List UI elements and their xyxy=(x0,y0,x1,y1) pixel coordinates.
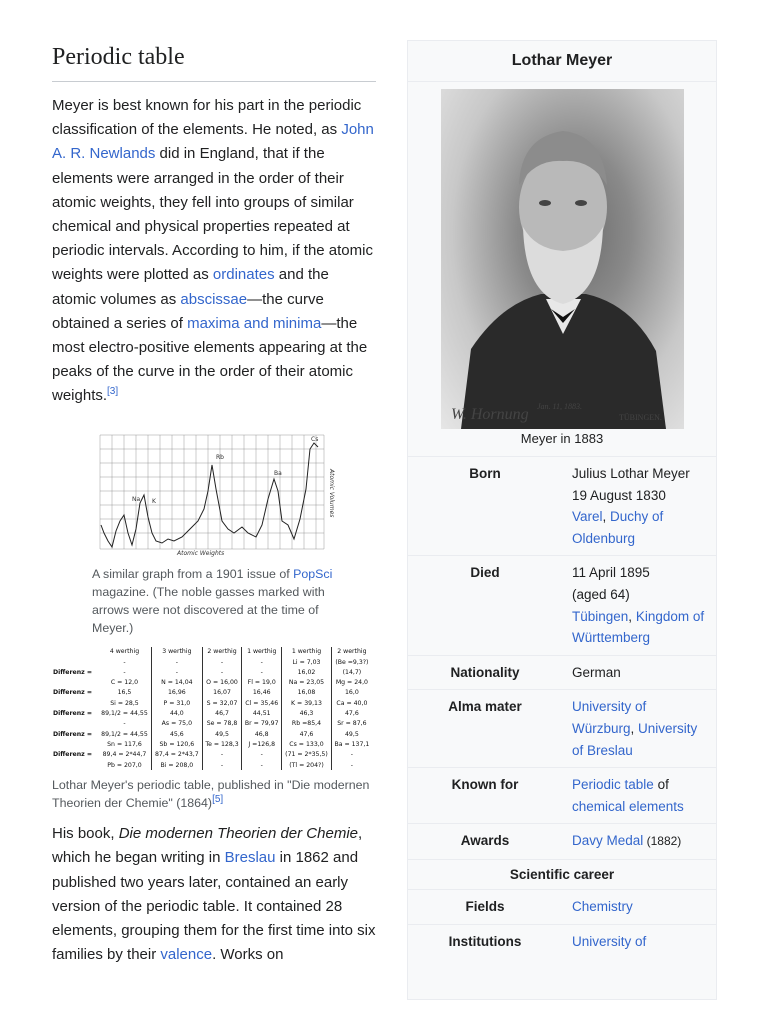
table-cell: Rb =85,4 xyxy=(282,719,332,729)
link-newlands[interactable]: John A. R. Newlands xyxy=(52,121,374,163)
photo-studio: TÜBINGEN. xyxy=(619,413,662,422)
row-value xyxy=(562,690,716,767)
table-cell: - xyxy=(123,668,126,676)
table-cell: Bi = 208,0 xyxy=(151,760,202,770)
table-cell: 49,5 xyxy=(202,729,242,739)
table-cell: Differenz = xyxy=(53,668,93,676)
graph-x-title: Atomic Weights xyxy=(177,549,225,557)
link-valence[interactable]: valence xyxy=(160,946,213,964)
table-cell: Li = 7,03 xyxy=(282,657,332,667)
table-cell: K = 39,13 xyxy=(282,698,332,708)
row-value: German xyxy=(572,664,621,680)
table-cell xyxy=(52,657,98,667)
graph-label-ba: Ba xyxy=(274,469,282,477)
table-cell: - xyxy=(242,760,282,770)
portrait-photo[interactable] xyxy=(441,89,684,429)
table-cell: Se = 78,8 xyxy=(202,719,242,729)
table-cell: 16,96 xyxy=(151,688,202,698)
paragraph-periodic xyxy=(52,94,376,409)
link-popsci[interactable]: PopSci xyxy=(293,566,333,581)
reference-3[interactable]: [3] xyxy=(107,386,119,398)
table-row xyxy=(52,708,372,718)
table-cell: 87,4 = 2*43,7 xyxy=(151,750,202,760)
table-cell: 46,3 xyxy=(282,708,332,718)
table-row xyxy=(52,760,372,770)
table-header: 2 werthig xyxy=(331,647,372,657)
table-row xyxy=(52,719,372,729)
text: magazine. (The noble gasses marked with arrows were not discovered at the time of Meyer.) xyxy=(92,584,325,635)
table-cell: - xyxy=(331,760,372,770)
infobox-subheading: Scientific career xyxy=(408,859,716,889)
table-cell: Sb = 120,6 xyxy=(151,739,202,749)
table-cell: Ba = 137,1 xyxy=(331,739,372,749)
infobox-photo-container xyxy=(408,82,716,429)
table-cell: - xyxy=(242,750,282,760)
section-heading: Periodic table xyxy=(52,40,376,82)
text: and the atomic volumes as xyxy=(52,266,329,308)
text: Meyer is best known for his part in the periodic classification of the elements. He noted, as xyxy=(52,97,362,139)
table-cell: Sn = 117,6 xyxy=(107,740,142,748)
link-davy-medal[interactable]: Davy Medal xyxy=(572,833,644,849)
link-varel[interactable]: Varel xyxy=(572,509,603,525)
table-row xyxy=(52,688,372,698)
table-cell: Pb = 207,0 xyxy=(107,761,142,769)
table-header: 1 werthig xyxy=(282,647,332,657)
row-label: Fields xyxy=(465,898,505,914)
separator: , xyxy=(602,509,611,525)
table-cell: Si = 28,5 xyxy=(110,699,139,707)
row-value xyxy=(562,890,716,924)
table-cell: 44,0 xyxy=(151,708,202,718)
photo-date: Jan. 11, 1883. xyxy=(537,402,582,411)
table-cell: 89,4 = 2*44,7 xyxy=(102,751,147,759)
text: in 1862 and published two years later, contained an early version of the periodic table. It contained 28 elements, grouping them for the first time into six families by their xyxy=(52,849,376,964)
death-age: (aged 64) xyxy=(572,586,630,602)
table-cell: - xyxy=(242,667,282,677)
infobox-row-born xyxy=(408,456,716,555)
link-maxima-minima[interactable]: maxima and minima xyxy=(187,314,322,332)
death-place xyxy=(572,606,708,649)
table-row xyxy=(52,667,372,677)
link-abscissae[interactable]: abscissae xyxy=(180,290,248,308)
table-header: 3 werthig xyxy=(151,647,202,657)
graph-label-rb: Rb xyxy=(216,453,224,461)
text: His book, xyxy=(52,825,119,843)
table-cell xyxy=(52,719,98,729)
table-cell: C = 12,0 xyxy=(110,679,139,687)
figure2-caption xyxy=(52,776,374,812)
text: —the most electro-positive elements appearing at the peaks of the curve in the order of their atomic weights. xyxy=(52,314,368,405)
table-cell: 89,1/2 = 44,55 xyxy=(101,730,148,738)
link-university[interactable]: University of xyxy=(572,933,647,949)
table-cell: - xyxy=(242,657,282,667)
table-row xyxy=(52,729,372,739)
row-value xyxy=(562,925,716,959)
table-cell: Cs = 133,0 xyxy=(282,739,332,749)
birth-place xyxy=(572,506,708,549)
row-label: Nationality xyxy=(450,664,520,680)
table-cell: 16,07 xyxy=(202,688,242,698)
atomic-volume-graph[interactable] xyxy=(92,429,334,559)
infobox xyxy=(407,40,717,1000)
table-cell: Differenz = xyxy=(53,710,93,718)
birth-name: Julius Lothar Meyer xyxy=(572,466,690,481)
table-cell: (Be =9,3?) xyxy=(331,657,372,667)
graph-label-na: Na xyxy=(132,495,141,503)
row-label: Awards xyxy=(460,833,510,849)
article-section xyxy=(52,40,376,967)
infobox-row-alma-mater xyxy=(408,689,716,767)
atomic-volume-graph-figure xyxy=(92,429,334,637)
infobox-row-nationality xyxy=(408,655,716,690)
graph-y-title: Atomic Volumes xyxy=(328,468,335,518)
table-cell: - xyxy=(202,657,242,667)
table-header: 1 werthig xyxy=(242,647,282,657)
row-label: Alma mater xyxy=(448,699,522,715)
reference-5[interactable]: [5] xyxy=(212,794,224,806)
table-header: 4 werthig xyxy=(109,648,140,656)
table-cell xyxy=(52,739,98,749)
link-chemical-elements[interactable]: chemical elements xyxy=(572,798,684,814)
table-cell: Cl = 35,46 xyxy=(242,698,282,708)
paragraph-book xyxy=(52,822,376,967)
death-date: 11 April 1895 xyxy=(572,565,650,581)
periodic-table-figure xyxy=(52,647,374,813)
text: A similar graph from a 1901 issue of xyxy=(92,566,294,581)
table-cell: - xyxy=(202,667,242,677)
table-cell: P = 31,0 xyxy=(151,698,202,708)
table-cell: (Tl = 204?) xyxy=(282,760,332,770)
text: of xyxy=(653,777,669,793)
separator: , xyxy=(630,720,639,736)
table-header: 2 werthig xyxy=(202,647,242,657)
table-cell: 46,8 xyxy=(242,729,282,739)
birth-date: 19 August 1830 xyxy=(572,487,666,503)
table-row xyxy=(52,678,372,688)
table-cell: As = 75,0 xyxy=(151,719,202,729)
table-cell: (14,7) xyxy=(331,667,372,677)
photo-caption: Meyer in 1883 xyxy=(520,431,604,446)
table-cell: Sr = 87,6 xyxy=(331,719,372,729)
table-cell: 47,6 xyxy=(331,708,372,718)
link-duchy-of-oldenburg[interactable]: Duchy of Oldenburg xyxy=(572,509,664,546)
table-cell: N = 14,04 xyxy=(151,678,202,688)
table-cell: 16,08 xyxy=(282,688,332,698)
table-cell xyxy=(52,678,98,688)
table-cell: - xyxy=(331,750,372,760)
infobox-title: Lothar Meyer xyxy=(408,41,716,82)
table-row xyxy=(52,739,372,749)
link-periodic-table[interactable]: Periodic table xyxy=(572,777,654,793)
table-cell: J =126,8 xyxy=(242,739,282,749)
infobox-row-fields xyxy=(408,889,716,924)
table-cell: 46,7 xyxy=(202,708,242,718)
table-cell: 89,1/2 = 44,55 xyxy=(101,710,148,718)
award-year: (1882) xyxy=(643,834,682,849)
table-cell: - xyxy=(151,667,202,677)
table-cell: Na = 23,05 xyxy=(282,678,332,688)
photo-signature: W. Hornung xyxy=(451,406,529,423)
table-cell: - xyxy=(202,760,242,770)
infobox-row-known-for xyxy=(408,767,716,823)
row-label: Died xyxy=(470,565,500,581)
infobox-row-institutions xyxy=(408,924,716,959)
table-cell: 16,02 xyxy=(282,667,332,677)
infobox-row-died xyxy=(408,555,716,654)
table-cell xyxy=(52,698,98,708)
meyer-periodic-table[interactable] xyxy=(52,647,372,771)
table-cell: 45,6 xyxy=(151,729,202,739)
table-cell: - xyxy=(202,750,242,760)
separator: , xyxy=(628,608,636,624)
table-cell: Differenz = xyxy=(53,730,93,738)
table-cell: 47,6 xyxy=(282,729,332,739)
table-cell: Differenz = xyxy=(53,751,93,759)
text: —the curve obtained a series of xyxy=(52,290,324,332)
link-chemistry[interactable]: Chemistry xyxy=(572,898,633,914)
text: , which he began writing in xyxy=(52,825,363,867)
table-row xyxy=(52,698,372,708)
table-cell: O = 16,00 xyxy=(202,678,242,688)
table-cell xyxy=(52,760,98,770)
table-cell: - xyxy=(123,658,126,666)
text: Lothar Meyer's periodic table, published in "Die modernen Theorien der Chemie" (1864) xyxy=(52,778,370,811)
table-cell: 44,51 xyxy=(242,708,282,718)
table-cell: 16,46 xyxy=(242,688,282,698)
table-cell: Ca = 40,0 xyxy=(331,698,372,708)
figure1-caption xyxy=(92,565,334,637)
table-cell: 16,0 xyxy=(331,688,372,698)
row-value xyxy=(562,768,716,823)
table-cell: 16,5 xyxy=(117,689,132,697)
link-breslau[interactable]: Breslau xyxy=(224,849,276,867)
table-cell: - xyxy=(123,720,126,728)
table-cell: Br = 79,97 xyxy=(242,719,282,729)
table-cell: Differenz = xyxy=(53,689,93,697)
row-label: Known for xyxy=(451,777,519,793)
row-label: Born xyxy=(469,466,501,481)
table-cell: Mg = 24,0 xyxy=(331,678,372,688)
row-value xyxy=(562,824,716,859)
row-label: Institutions xyxy=(448,933,522,949)
table-row xyxy=(52,750,372,760)
row-value xyxy=(562,556,716,654)
text: . Works on xyxy=(212,946,284,964)
link-kingdom-of-wurttemberg[interactable]: Kingdom of Württemberg xyxy=(572,608,705,646)
table-cell: (71 = 2*35,5) xyxy=(282,750,332,760)
table-cell: S = 32,07 xyxy=(202,698,242,708)
table-row xyxy=(52,657,372,667)
link-university-of-breslau[interactable]: University of Breslau xyxy=(572,720,698,758)
table-cell: Fl = 19,0 xyxy=(242,678,282,688)
row-value xyxy=(562,457,716,555)
text: did in England, that if the elements were arranged in the order of their atomic weights, they fell into groups of similar chemical and physical properties repeated at periodic intervals. According to him, if the atomic weights were plotted as xyxy=(52,145,373,284)
graph-label-cs: Cs xyxy=(311,435,319,443)
table-cell: - xyxy=(151,657,202,667)
graph-label-k: K xyxy=(152,497,156,505)
link-tubingen[interactable]: Tübingen xyxy=(572,608,629,624)
book-title: Die modernen Theorien der Chemie xyxy=(118,825,358,843)
link-university-of-wurzburg[interactable]: University of Würzburg xyxy=(572,699,647,736)
table-cell: 49,5 xyxy=(331,729,372,739)
link-ordinates[interactable]: ordinates xyxy=(212,266,275,284)
portrait-image xyxy=(441,89,684,429)
infobox-row-awards xyxy=(408,823,716,859)
table-cell: Te = 128,3 xyxy=(202,739,242,749)
